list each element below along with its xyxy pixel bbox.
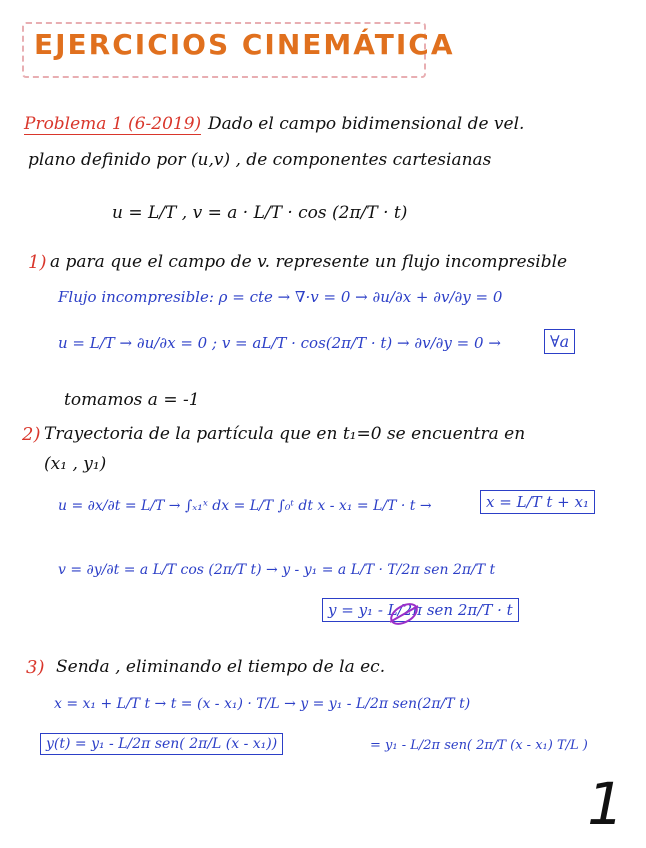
- part-1-divergence-check: u = L/T → ∂u/∂x = 0 ; v = aL/T · cos(2π/T · t) → ∂v/∂y = 0 →: [58, 334, 501, 352]
- problem-statement-line-1: Dado el campo bidimensional de vel.: [208, 114, 525, 134]
- part-2-question-line-1: Trayectoria de la partícula que en t₁=0 se encuentra en: [44, 424, 526, 444]
- part-2-number: 2): [22, 424, 41, 445]
- part-2-question-line-2: (x₁ , y₁): [44, 454, 107, 474]
- page-number: 1: [587, 770, 624, 838]
- part-1-incompressible-condition: Flujo incompresible: ρ = cte → ∇·v = 0 → ∂u/∂x + ∂v/∂y = 0: [58, 288, 503, 306]
- part-1-conclusion: tomamos a = -1: [64, 390, 200, 410]
- part-1-number: 1): [28, 252, 47, 273]
- part-1-question: a para que el campo de v. represente un flujo incompresible: [50, 252, 568, 272]
- crossed-out-a-mark: [384, 598, 424, 628]
- page-title: EJERCICIOS CINEMÁTICA: [34, 28, 455, 61]
- part-2-x-integration: u = ∂x/∂t = L/T → ∫ₓ₁ˣ dx = L/T ∫₀ᵗ dt x - x₁ = L/T · t →: [58, 498, 432, 514]
- problem-label: Problema 1 (6-2019): [24, 114, 202, 134]
- part-1-result-box: ∀a: [544, 329, 575, 354]
- part-2-x-trajectory-box: x = L/T t + x₁: [480, 490, 595, 514]
- problem-statement-line-2: plano definido por (u,v) , de componentes cartesianas: [28, 150, 492, 170]
- part-2-y-trajectory-box: y = y₁ - L/2π sen 2π/T · t: [322, 598, 519, 622]
- part-3-number: 3): [26, 657, 45, 678]
- part-3-path-equation-box: y(t) = y₁ - L/2π sen( 2π/L (x - x₁)): [40, 733, 283, 755]
- part-3-eliminate-time: x = x₁ + L/T t → t = (x - x₁) · T/L → y = y₁ - L/2π sen(2π/T t): [54, 696, 471, 712]
- part-3-path-equation-alt: = y₁ - L/2π sen( 2π/T (x - x₁) T/L ): [370, 738, 588, 753]
- part-3-question: Senda , eliminando el tiempo de la ec.: [56, 657, 386, 677]
- velocity-field-equation: u = L/T , v = a · L/T · cos (2π/T · t): [112, 203, 408, 223]
- part-2-y-integration: v = ∂y/∂t = a L/T cos (2π/T t) → y - y₁ = a L/T · T/2π sen 2π/T t: [58, 562, 496, 578]
